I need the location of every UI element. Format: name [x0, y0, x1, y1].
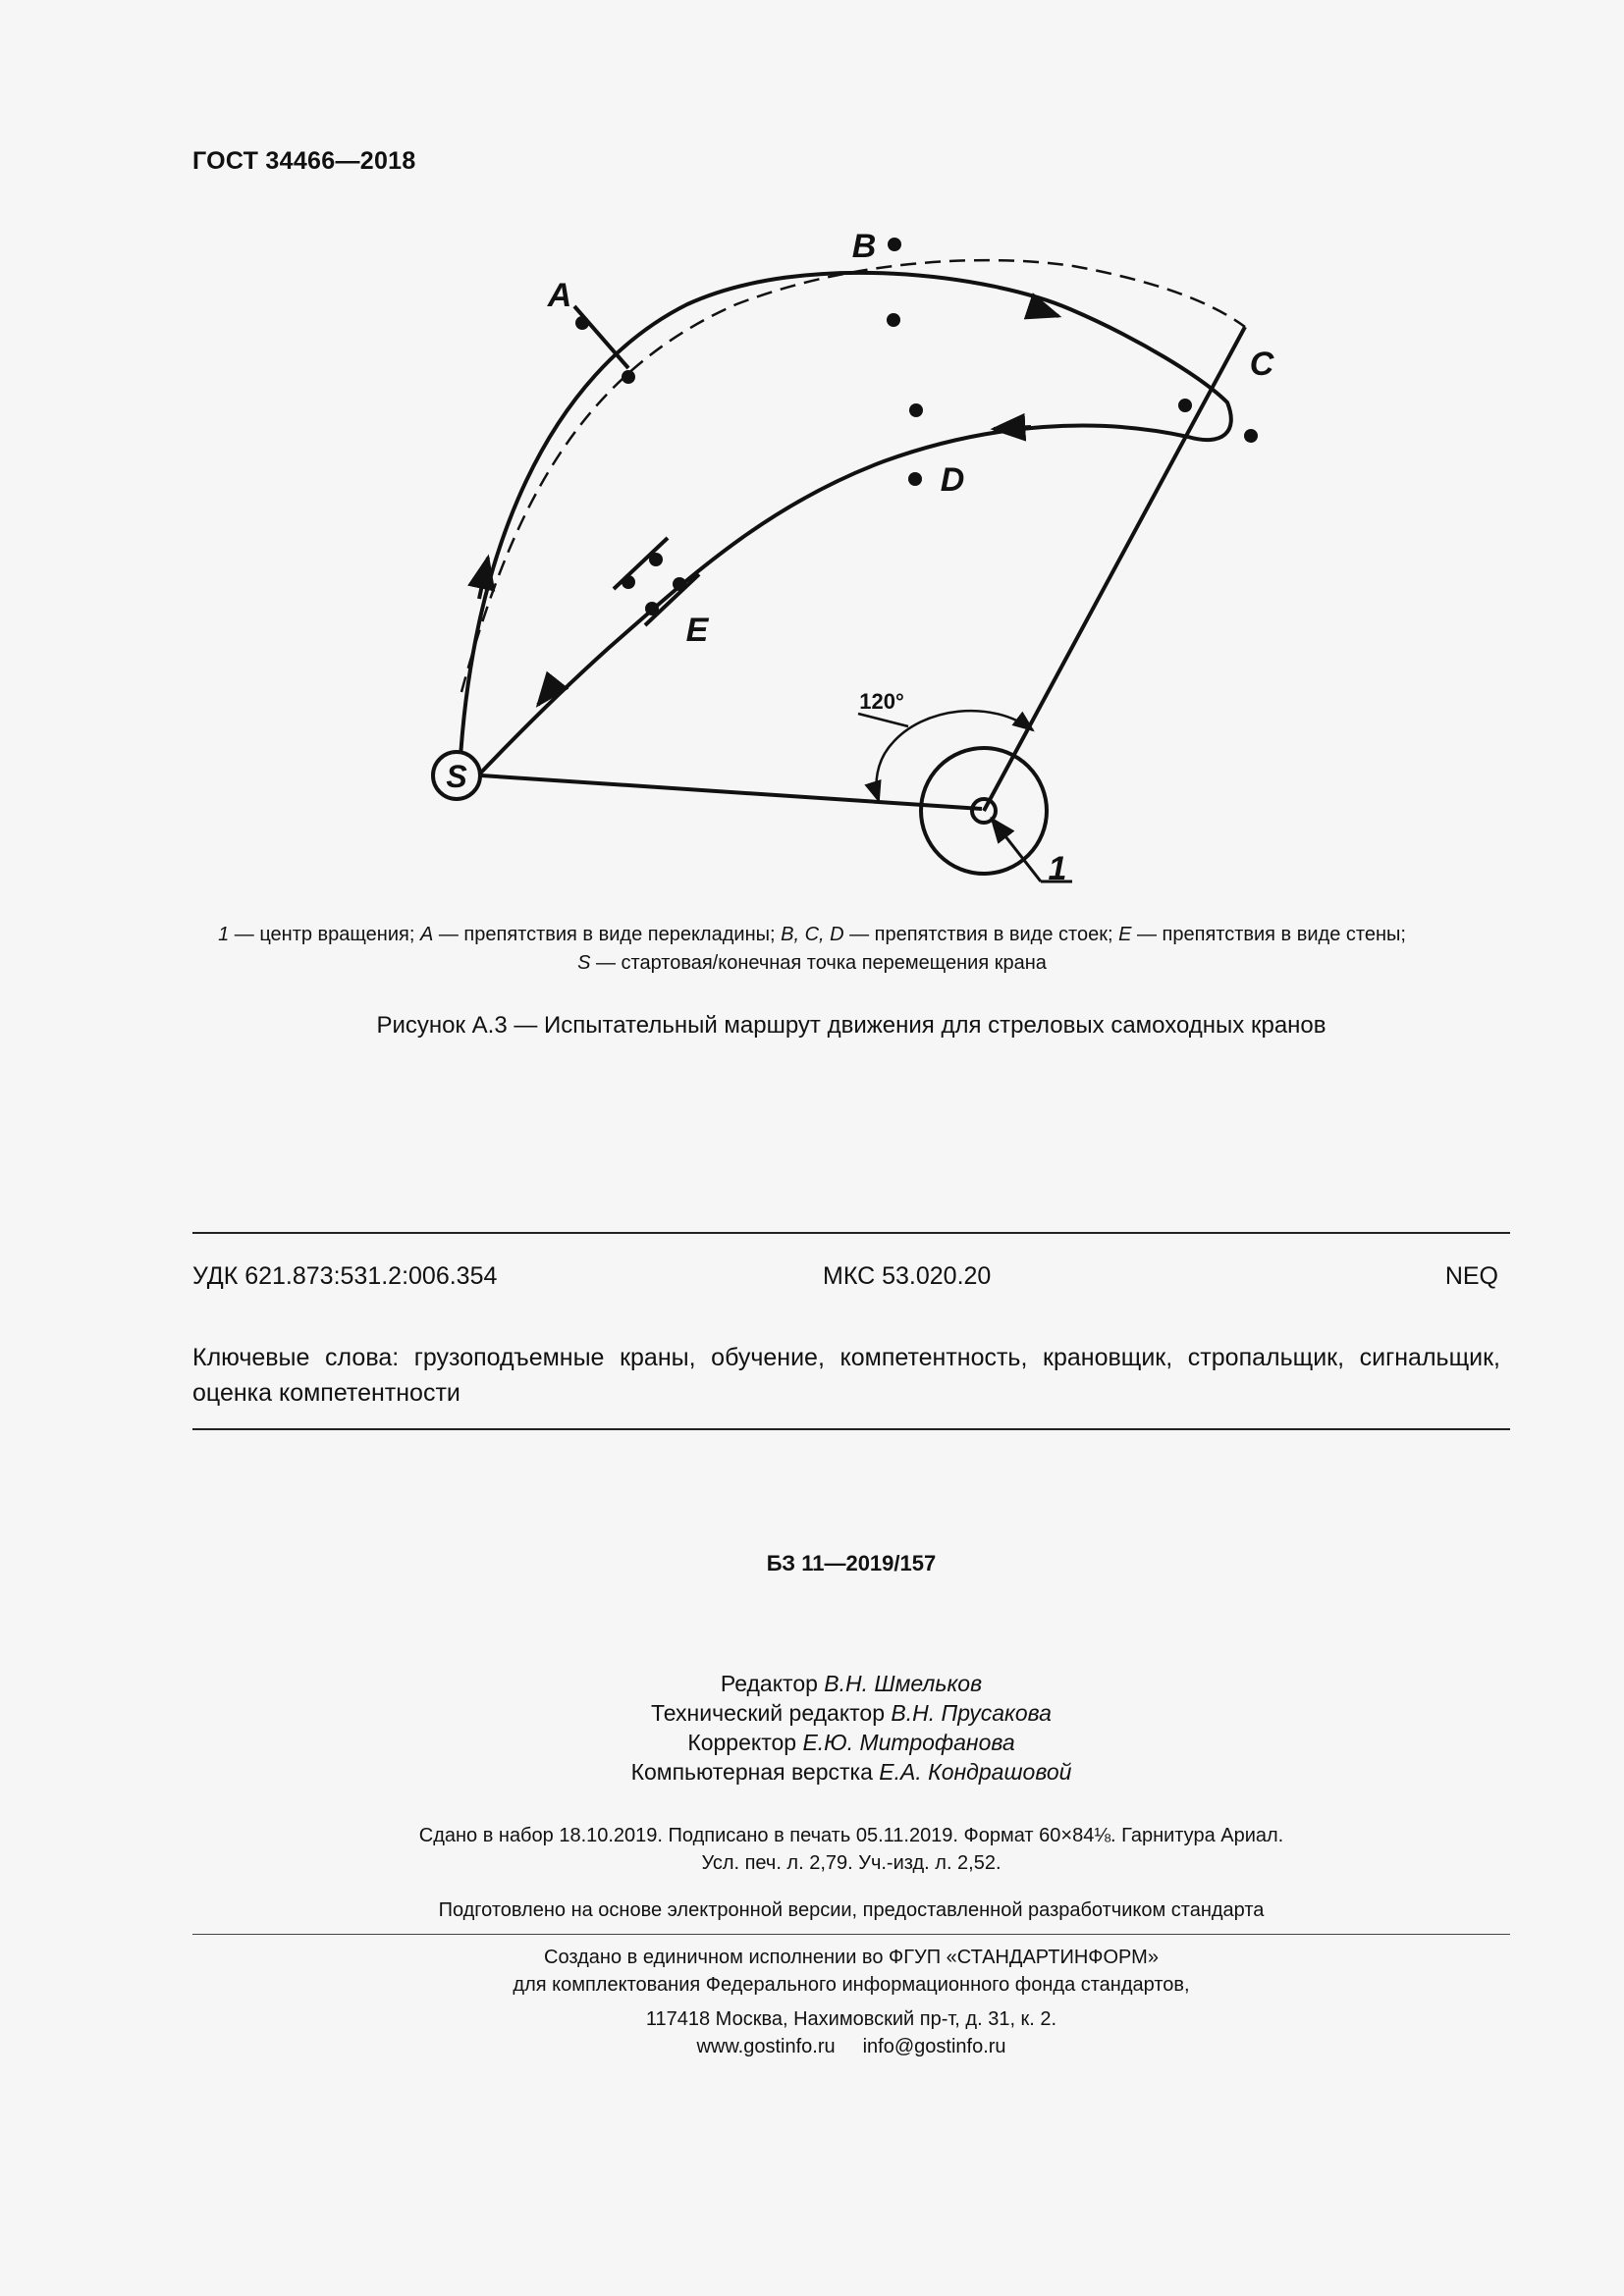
- route-inner: [478, 426, 1188, 775]
- label-b: B: [851, 228, 877, 265]
- figure-caption: Рисунок А.3 — Испытательный маршрут движения для стреловых самоходных кранов: [376, 1012, 1326, 1039]
- legend-key-bcd: B, C, D: [781, 924, 844, 945]
- print-info: [0, 1822, 1624, 1877]
- label-e: E: [685, 612, 709, 649]
- obstacle-e-post-1: [649, 553, 663, 566]
- legend-line-2: [187, 949, 1437, 978]
- boom-line-c: [984, 327, 1245, 811]
- staff-role: Компьютерная верстка: [630, 1759, 873, 1785]
- staff-name: Е.А. Кондрашовой: [879, 1759, 1072, 1785]
- legend-text-s: — стартовая/конечная точка перемещения крана: [590, 952, 1047, 974]
- email-link: info@gostinfo.ru: [862, 2036, 1006, 2057]
- legend-line-1: [187, 921, 1437, 949]
- obstacle-e-post-4: [645, 602, 659, 615]
- print-info-line-2: Усл. печ. л. 2,79. Уч.-изд. л. 2,52.: [701, 1852, 1001, 1874]
- label-angle: 120°: [859, 689, 904, 714]
- legend-key-e: E: [1118, 924, 1132, 945]
- bz-number: БЗ 11—2019/157: [766, 1551, 937, 1575]
- creator-line-2: для комплектования Федерального информационного фонда стандартов,: [513, 1974, 1190, 1996]
- obstacle-b-post-1: [888, 238, 901, 251]
- staff-tech-editor: [0, 1698, 1624, 1728]
- label-a: A: [547, 277, 572, 314]
- obstacle-c-post-1: [1178, 399, 1192, 412]
- staff-name: В.Н. Шмельков: [824, 1671, 983, 1696]
- obstacle-b-post-2: [887, 313, 900, 327]
- angle-leader: [858, 714, 908, 726]
- staff-editor: [0, 1669, 1624, 1698]
- legend-key-1: 1: [218, 924, 230, 945]
- route-outer: [460, 273, 1231, 774]
- staff-role: Технический редактор: [651, 1700, 886, 1726]
- legend-text-bcd: — препятствия в виде стоек;: [843, 924, 1119, 945]
- staff-role: Редактор: [720, 1671, 818, 1696]
- divider-publisher: [192, 1934, 1510, 1935]
- arrow-right: [1029, 306, 1058, 316]
- label-s: S: [446, 759, 467, 794]
- arrow-left: [994, 427, 1031, 429]
- print-info-line-1: Сдано в набор 18.10.2019. Подписано в печать 05.11.2019. Формат 60×84⅛. Гарнитура Ариал.: [418, 1825, 1284, 1846]
- staff-name: В.Н. Прусакова: [891, 1700, 1052, 1726]
- legend-text-a: — препятствия в виде перекладины;: [433, 924, 782, 945]
- obstacle-e-post-3: [673, 577, 686, 591]
- boom-line-s: [481, 775, 982, 809]
- contact-line: [0, 2033, 1624, 2060]
- staff-corrector: [0, 1728, 1624, 1757]
- obstacle-c-post-2: [1244, 429, 1258, 443]
- legend-key-a: A: [419, 924, 434, 945]
- obstacle-a-post-2: [622, 370, 635, 384]
- website-link: www.gostinfo.ru: [696, 2036, 836, 2057]
- label-c: C: [1249, 346, 1274, 383]
- obstacle-e-post-2: [622, 575, 635, 589]
- staff-name: Е.Ю. Митрофанова: [802, 1730, 1015, 1755]
- creator-note: [0, 1944, 1624, 1999]
- staff-list: [0, 1669, 1624, 1787]
- obstacle-a-post-1: [575, 316, 589, 330]
- obstacle-a-bar: [574, 306, 628, 368]
- obstacle-d-post-1: [909, 403, 923, 417]
- staff-role: Корректор: [687, 1730, 797, 1755]
- publisher-address: [0, 2005, 1624, 2060]
- figure-legend: [187, 921, 1437, 978]
- divider-bottom: [192, 1428, 1510, 1430]
- mks-code: МКС 53.020.20: [823, 1262, 992, 1290]
- document-header: ГОСТ 34466—2018: [192, 147, 416, 175]
- legend-key-s: S: [577, 952, 591, 974]
- label-d: D: [940, 461, 965, 499]
- legend-text-1: — центр вращения;: [229, 924, 420, 945]
- crane-route-figure: [0, 0, 1624, 913]
- creator-line-1: Создано в единичном исполнении во ФГУП «СТАНДАРТИНФОРМ»: [544, 1947, 1159, 1968]
- address-line: 117418 Москва, Нахимовский пр-т, д. 31, к. 2.: [645, 2008, 1057, 2030]
- udk-code: УДК 621.873:531.2:006.354: [192, 1262, 498, 1290]
- prepared-note: Подготовлено на основе электронной версии, предоставленной разработчиком стандарта: [438, 1899, 1265, 1921]
- keywords: Ключевые слова: грузоподъемные краны, обучение, компетентность, крановщик, стропальщик, сигнальщик, оценка компетентности: [192, 1344, 1500, 1407]
- staff-layout: [0, 1757, 1624, 1787]
- legend-text-e: — препятствия в виде стены;: [1131, 924, 1406, 945]
- label-center: 1: [1048, 850, 1067, 887]
- divider-top: [192, 1232, 1510, 1234]
- obstacle-d-post-2: [908, 472, 922, 486]
- neq-label: NEQ: [1444, 1262, 1498, 1290]
